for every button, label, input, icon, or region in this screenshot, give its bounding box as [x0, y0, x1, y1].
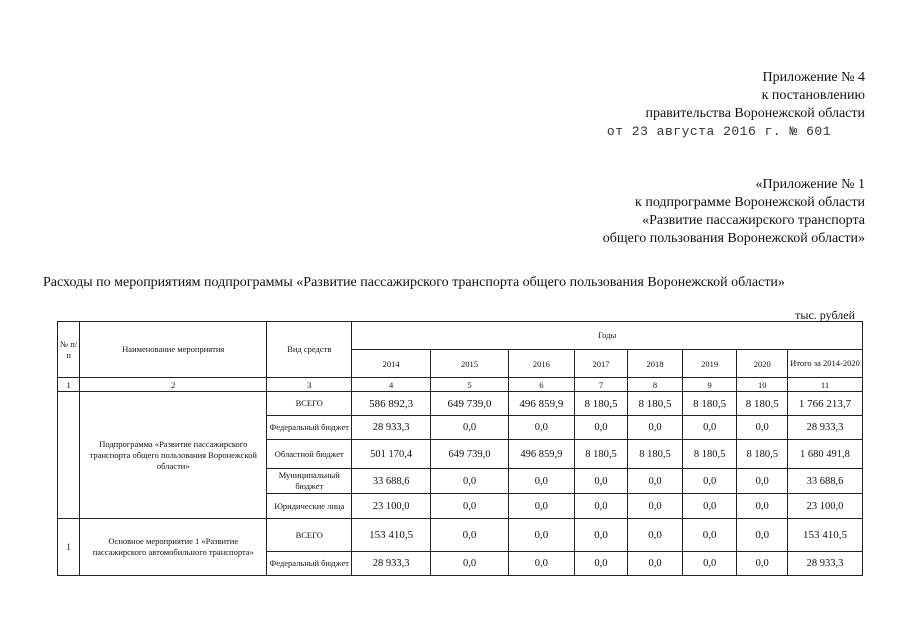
row-value: 28 933,3 [352, 552, 431, 576]
row-value: 496 859,9 [508, 440, 574, 469]
appendix-4-line1: Приложение № 4 [762, 70, 865, 85]
row-value: 649 739,0 [431, 440, 509, 469]
row-value: 0,0 [431, 469, 509, 494]
row-value: 8 180,5 [628, 392, 683, 416]
row-value: 0,0 [574, 519, 628, 552]
row-name: Основное мероприятие 1 «Развитие пассажирского автомобильного транспорта» [80, 519, 267, 576]
row-value: 0,0 [682, 519, 737, 552]
row-value: 8 180,5 [737, 440, 788, 469]
row-value: 23 100,0 [352, 494, 431, 519]
row-value: 0,0 [737, 519, 788, 552]
header-year: 2016 [508, 350, 574, 378]
row-source: Юридические лица [267, 494, 352, 519]
row-value: 0,0 [682, 416, 737, 440]
col-number: 3 [267, 378, 352, 392]
row-value: 8 180,5 [737, 392, 788, 416]
row-value: 0,0 [574, 416, 628, 440]
row-value: 0,0 [574, 494, 628, 519]
appendix-4-date-line: от 23 августа 2016 г. № 601 [606, 124, 831, 139]
row-value: 0,0 [508, 469, 574, 494]
header-year: 2018 [628, 350, 683, 378]
appendix-1-header [603, 176, 865, 248]
col-number: 4 [352, 378, 431, 392]
appendix-4-line3: правительства Воронежской области [645, 106, 865, 121]
row-value: 0,0 [574, 552, 628, 576]
col-number: 8 [628, 378, 683, 392]
row-value: 0,0 [737, 552, 788, 576]
col-number: 7 [574, 378, 628, 392]
appendix-1-line2: к подпрограмме Воронежской области [635, 195, 865, 210]
col-number: 11 [787, 378, 862, 392]
row-value: 586 892,3 [352, 392, 431, 416]
row-value: 0,0 [737, 494, 788, 519]
row-value: 0,0 [508, 519, 574, 552]
units-label: тыс. рублей [795, 308, 855, 322]
col-number: 9 [682, 378, 737, 392]
row-value: 0,0 [682, 552, 737, 576]
row-total: 28 933,3 [787, 552, 862, 576]
col-number: 6 [508, 378, 574, 392]
row-value: 501 170,4 [352, 440, 431, 469]
column-numbers-row [58, 378, 863, 392]
row-value: 0,0 [508, 552, 574, 576]
row-value: 0,0 [628, 519, 683, 552]
row-value: 0,0 [628, 469, 683, 494]
row-total: 1 766 213,7 [787, 392, 862, 416]
row-source: ВСЕГО [267, 519, 352, 552]
row-value: 0,0 [508, 416, 574, 440]
row-name: Подпрограмма «Развитие пассажирского транспорта общего пользования Воронежской области» [80, 392, 267, 519]
header-name: Наименование мероприятия [80, 322, 267, 378]
row-source: ВСЕГО [267, 392, 352, 416]
row-value: 33 688,6 [352, 469, 431, 494]
row-value: 8 180,5 [682, 440, 737, 469]
appendix-1-line1: «Приложение № 1 [755, 177, 865, 192]
row-value: 8 180,5 [574, 440, 628, 469]
row-value: 8 180,5 [682, 392, 737, 416]
row-num [58, 392, 80, 519]
col-number: 2 [80, 378, 267, 392]
row-total: 153 410,5 [787, 519, 862, 552]
row-value: 0,0 [682, 494, 737, 519]
col-number: 1 [58, 378, 80, 392]
row-value: 28 933,3 [352, 416, 431, 440]
appendix-1-line3: «Развитие пассажирского транспорта [642, 213, 865, 228]
col-number: 5 [431, 378, 509, 392]
header-year: 2020 [737, 350, 788, 378]
row-value: 0,0 [508, 494, 574, 519]
document-title: Расходы по мероприятиям подпрограммы «Развитие пассажирского транспорта общего пользования Воронежской области» [43, 275, 785, 290]
header-years-group: Годы [352, 322, 863, 350]
table-row [58, 392, 863, 416]
row-value: 0,0 [431, 552, 509, 576]
row-value: 0,0 [628, 494, 683, 519]
row-source: Муниципальный бюджет [267, 469, 352, 494]
row-value: 0,0 [431, 494, 509, 519]
row-value: 496 859,9 [508, 392, 574, 416]
row-value: 153 410,5 [352, 519, 431, 552]
appendix-4-header [607, 69, 865, 141]
header-year: 2017 [574, 350, 628, 378]
row-value: 0,0 [682, 469, 737, 494]
header-year: 2019 [682, 350, 737, 378]
row-source: Федеральный бюджет [267, 552, 352, 576]
table-row [58, 519, 863, 552]
header-source: Вид средств [267, 322, 352, 378]
header-year: 2015 [431, 350, 509, 378]
row-source: Областной бюджет [267, 440, 352, 469]
row-value: 0,0 [737, 469, 788, 494]
row-value: 0,0 [628, 416, 683, 440]
col-number: 10 [737, 378, 788, 392]
row-value: 0,0 [628, 552, 683, 576]
row-value: 0,0 [431, 519, 509, 552]
row-total: 23 100,0 [787, 494, 862, 519]
header-total: Итого за 2014-2020 [787, 350, 862, 378]
header-year: 2014 [352, 350, 431, 378]
appendix-4-line2: к постановлению [761, 88, 865, 103]
row-total: 1 680 491,8 [787, 440, 862, 469]
row-value: 8 180,5 [628, 440, 683, 469]
row-total: 33 688,6 [787, 469, 862, 494]
row-total: 28 933,3 [787, 416, 862, 440]
row-value: 8 180,5 [574, 392, 628, 416]
row-source: Федеральный бюджет [267, 416, 352, 440]
row-value: 649 739,0 [431, 392, 509, 416]
expenses-table [57, 321, 863, 576]
header-num: № п/п [58, 322, 80, 378]
appendix-1-line4: общего пользования Воронежской области» [602, 231, 865, 246]
row-value: 0,0 [431, 416, 509, 440]
row-num: 1 [58, 519, 80, 576]
row-value: 0,0 [737, 416, 788, 440]
row-value: 0,0 [574, 469, 628, 494]
